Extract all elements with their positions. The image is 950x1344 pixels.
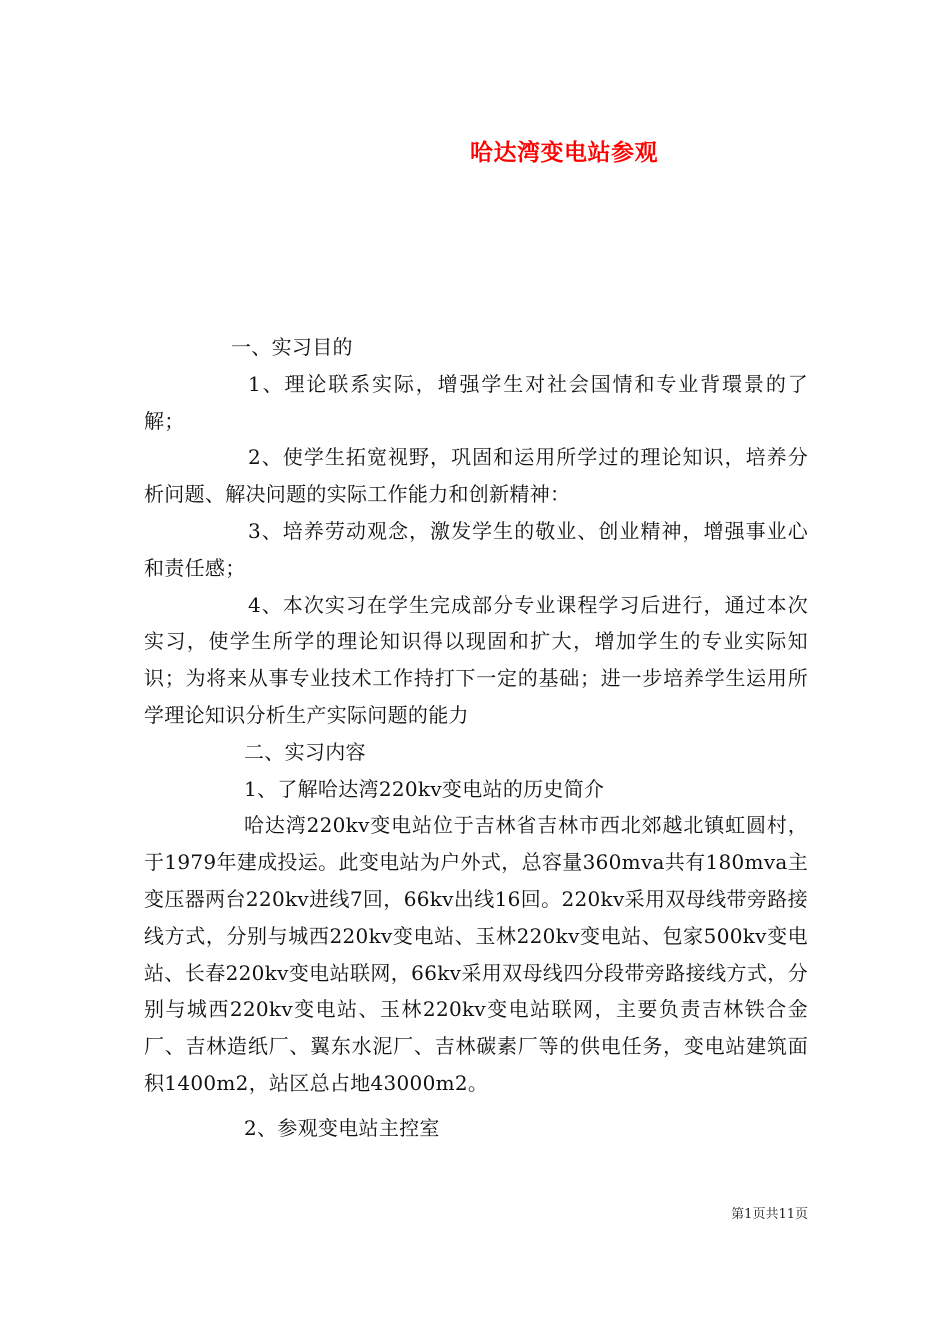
- paragraph-goal-3: 3、培养劳动观念，激发学生的敬业、创业精神，增强事业心和责任感；: [144, 518, 808, 580]
- section-heading-2: 二、实习内容: [244, 739, 366, 764]
- paragraph-goal-4: 4、本次实习在学生完成部分专业课程学习后进行，通过本次实习，使学生所学的理论知识得以现固和扩大，增加学生的专业实际知识；为将来从事专业技术工作持打下一定的基础；进一步培养学生运用所学理论知识分析生产实际问题的能力: [144, 592, 808, 727]
- paragraph-goal-1: 1、理论联系实际，增强学生对社会国情和专业背環景的了解；: [144, 371, 808, 433]
- subheading-control-room: 2、参观变电站主控室: [244, 1115, 440, 1140]
- subheading-history: 1、了解哈达湾220kv变电站的历史简介: [244, 776, 605, 801]
- document-title: 哈达湾变电站参观: [470, 139, 658, 166]
- section-heading-1: 一、实习目的: [231, 335, 353, 359]
- document-body: [144, 329, 808, 1147]
- paragraph-history: 哈达湾220kv变电站位于吉林省吉林市西北郊越北镇虹圆村，于1979年建成投运。此变电站为户外式，总容量360mva共有180mva主变压器两台220kv进线7回，66kv出线16回。220kv采用双母线带旁路接线方式，分别与城西220kv变电站、玉林220kv变电站、包家500kv变电站、长春220kv变电站联网，66kv采用双母线四分段带旁路接线方式，分别与城西220kv变电站、玉林220kv变电站联网，主要负责吉林铁合金厂、吉林造纸厂、翼东水泥厂、吉林碳素厂等的供电任务，变电站建筑面积1400m2，站区总占地43000m2。: [144, 813, 808, 1095]
- page-number: 第1页共11页: [731, 1207, 808, 1222]
- paragraph-goal-2: 2、使学生拓宽视野，巩固和运用所学过的理论知识，培养分析问题、解决问题的实际工作能力和创新精神：: [144, 445, 808, 507]
